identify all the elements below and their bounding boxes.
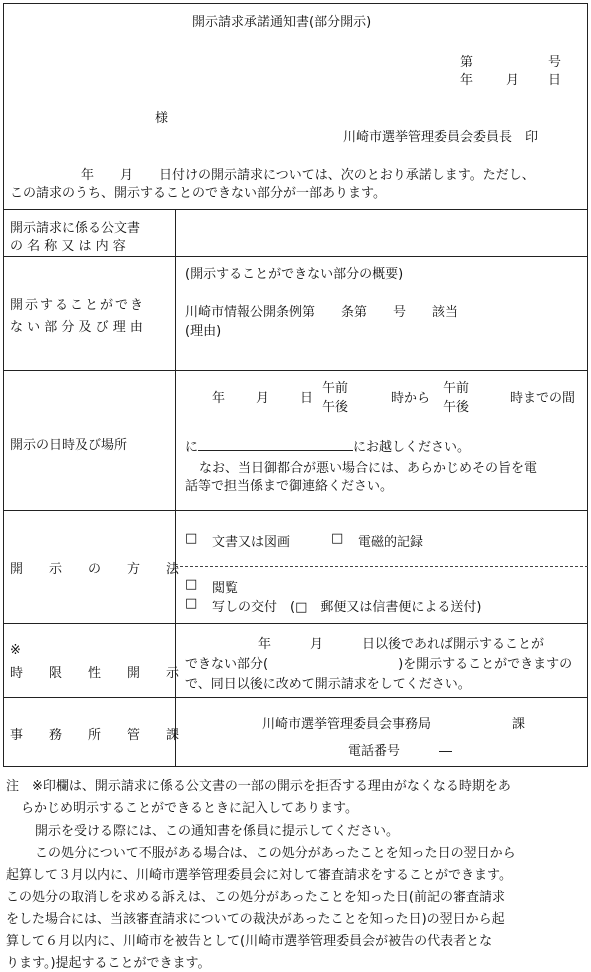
number-label-dai: 第 — [460, 55, 474, 70]
place-blank-line — [198, 438, 353, 451]
datetime-note-1: なお、当日御都合が悪い場合には、あらかじめその旨を電 — [199, 461, 538, 476]
note-3f: ります。)提起することができます。 — [6, 956, 211, 971]
datetime-place-line — [185, 436, 470, 455]
column-divider — [175, 209, 176, 766]
datetime-label: 開示の日時及び場所 — [10, 438, 128, 453]
method-dashed-divider — [175, 566, 588, 567]
date-year-label: 年 — [460, 73, 474, 88]
timelimit-line-2: できない部分( )を開示することができますの — [185, 657, 573, 672]
datetime-note-2: 話等で担当係まで御連絡ください。 — [185, 479, 394, 494]
note-3d: をした場合には、当該審査請求についての裁決があったことを知った日)の翌日から起 — [6, 912, 505, 927]
nondisclosure-summary: (開示することができない部分の概要) — [185, 267, 404, 282]
nondisclosure-label-line-1: 開示することができ — [10, 298, 146, 313]
nondisclosure-label-line-2: な い 部 分 及 び 理 由 — [10, 320, 143, 335]
divider-method — [3, 623, 588, 624]
checkbox-electronic[interactable]: □ — [331, 531, 344, 546]
method-label: 開 示 の 方 法 — [10, 562, 180, 577]
addressee-suffix: 様 — [155, 111, 169, 126]
datetime-am-2: 午前 — [443, 381, 470, 396]
option-copy: 写しの交付 (□ 郵便又は信書便による送付) — [212, 600, 482, 615]
issuer-name: 川崎市選挙管理委員会委員長 印 — [343, 130, 539, 145]
place-prefix: に — [185, 440, 199, 455]
datetime-pm-2: 午後 — [443, 400, 470, 415]
note-1a: 注 ※印欄は、開示請求に係る公文書の一部の開示を拒否する理由がなくなる時期をあ — [6, 779, 511, 794]
date-day-label: 日 — [548, 73, 562, 88]
checkbox-view[interactable]: □ — [185, 577, 198, 592]
datetime-from: 時から — [391, 391, 431, 406]
divider-doc — [3, 256, 588, 257]
note-3a: この処分について不服がある場合は、この処分があったことを知った日の翌日から — [35, 846, 516, 861]
office-name: 川崎市選挙管理委員会事務局 — [262, 717, 432, 732]
datetime-day: 日 — [300, 391, 314, 406]
divider-intro — [3, 209, 588, 210]
option-electronic: 電磁的記録 — [358, 535, 424, 550]
datetime-year: 年 — [212, 391, 226, 406]
checkbox-docs[interactable]: □ — [185, 531, 198, 546]
office-label: 事 務 所 管 課 — [10, 728, 180, 743]
datetime-until: 時までの間 — [510, 391, 576, 406]
doc-label-line-1: 開示請求に係る公文書 — [10, 221, 141, 236]
timelimit-line-3: で、同日以後に改めて開示請求をしてください。 — [185, 677, 471, 692]
datetime-month: 月 — [256, 391, 270, 406]
option-docs: 文書又は図画 — [212, 535, 291, 550]
note-2: 開示を受ける際には、この通知書を係員に提示してください。 — [35, 824, 400, 839]
intro-line-2: この請求のうち、開示することのできない部分が一部あります。 — [10, 186, 386, 201]
intro-line-1: 年 月 日付けの開示請求については、次のとおり承諾します。ただし、 — [81, 168, 535, 183]
office-phone: 電話番号 ― — [348, 744, 453, 759]
divider-nondisclosure — [3, 370, 588, 371]
date-month-label: 月 — [506, 73, 520, 88]
divider-timelimit — [3, 697, 588, 698]
checkbox-copy[interactable]: □ — [185, 596, 198, 611]
place-suffix: にお越しください。 — [353, 440, 471, 455]
note-3b: 起算して３月以内に、川崎市選挙管理委員会に対して審査請求をすることができます。 — [6, 868, 512, 883]
nondisclosure-reason: (理由) — [185, 324, 222, 339]
option-view: 閲覧 — [212, 581, 239, 596]
divider-datetime — [3, 510, 588, 511]
datetime-pm-1: 午後 — [322, 400, 349, 415]
doc-label-line-2: の 名 称 又 は 内 容 — [10, 239, 126, 254]
timelimit-mark: ※ — [10, 643, 21, 658]
nondisclosure-ordinance: 川崎市情報公開条例第 条第 号 該当 — [185, 305, 459, 320]
note-3e: 算して６月以内に、川崎市を被告として(川崎市選挙管理委員会が被告の代表者とな — [6, 934, 493, 949]
timelimit-label: 時 限 性 開 示 — [10, 666, 180, 681]
note-3c: この処分の取消しを求める訴えは、この処分があったことを知った日(前記の審査請求 — [6, 890, 505, 905]
datetime-am-1: 午前 — [322, 381, 349, 396]
document-title: 開示請求承諾通知書(部分開示) — [192, 15, 372, 30]
note-1b: らかじめ明示することができるときに記入してあります。 — [21, 801, 358, 816]
office-section: 課 — [512, 717, 526, 732]
number-label-go: 号 — [548, 55, 562, 70]
timelimit-line-1: 年 月 日以後であれば開示することが — [258, 637, 545, 652]
